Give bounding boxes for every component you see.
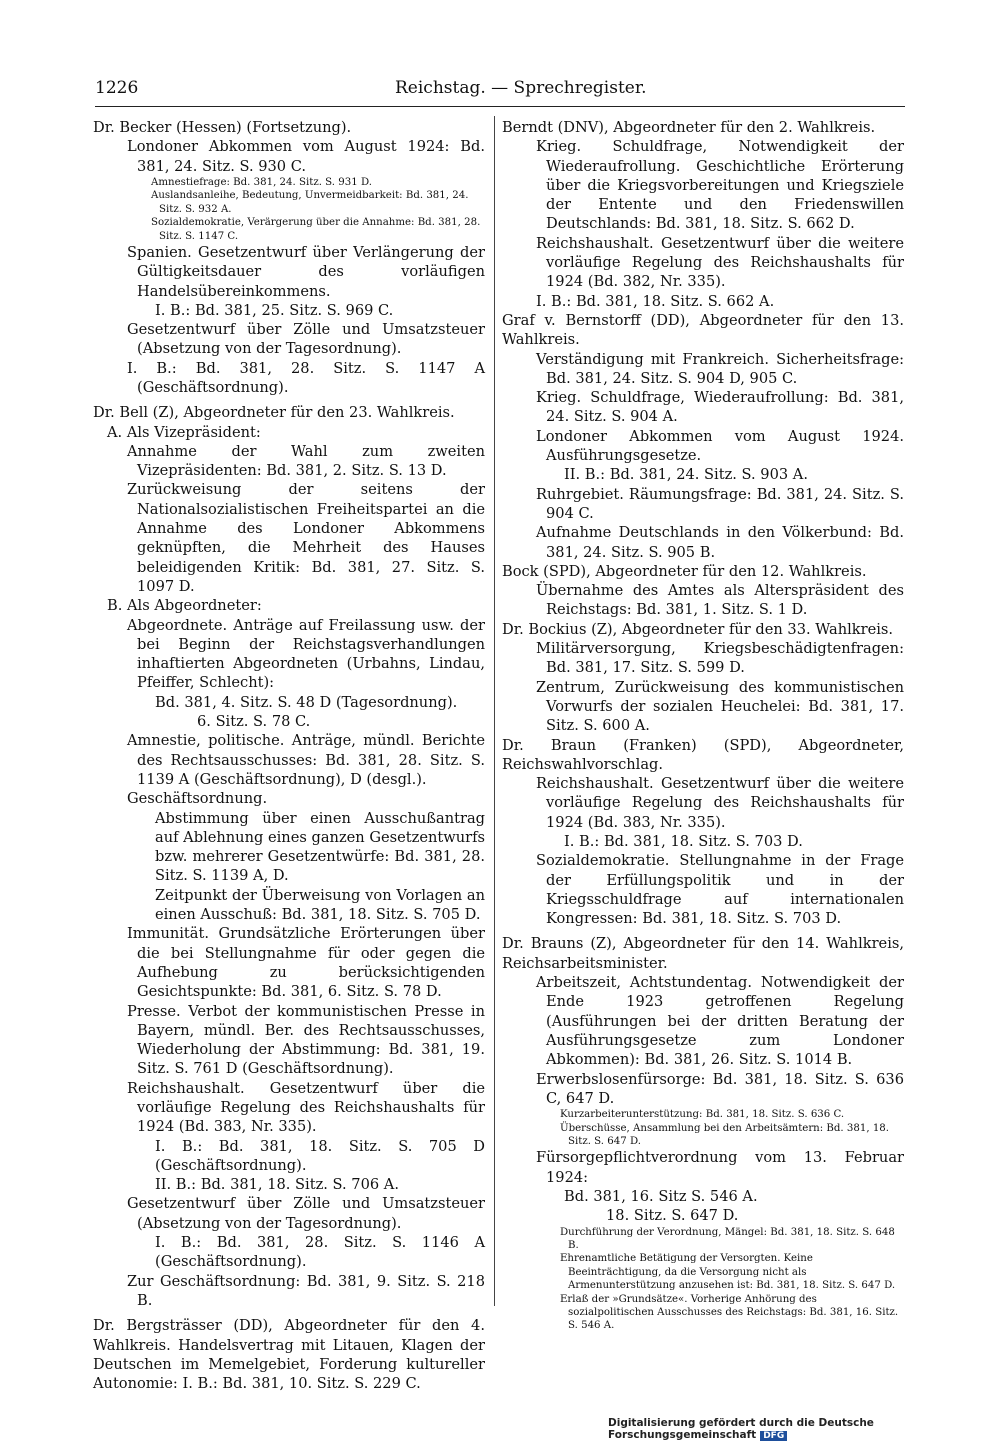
index-entry: Erwerbslosenfürsorge: Bd. 381, 18. Sitz. S. 636 C, 647 D.: [536, 1070, 904, 1107]
index-entry: Bock (SPD), Abgeordneter für den 12. Wahlkreis.: [502, 562, 867, 580]
index-entry: Zur Geschäftsordnung: Bd. 381, 9. Sitz. S. 218 B.: [127, 1272, 485, 1309]
index-entry: Amnestiefrage: Bd. 381, 24. Sitz. S. 931 D.: [151, 176, 372, 188]
index-entry: Arbeitszeit, Achtstundentag. Notwendigkeit der Ende 1923 getroffenen Regelung (Ausführungen bei der dritten Beratung der Ausführungsgesetze zum Londoner Abkommen): Bd. 381, 26. Sitz. S. 1014 B.: [536, 974, 904, 1069]
index-entry: Reichshaushalt. Gesetzentwurf über die weitere vorläufige Regelung des Reichshaushalts für 1924 (Bd. 382, Nr. 335).: [536, 234, 904, 291]
index-entry: Spanien. Gesetzentwurf über Verlängerung der Gültigkeitsdauer des vorläufigen Handelsübereinkommens.: [127, 243, 485, 300]
index-entry: Gesetzentwurf über Zölle und Umsatzsteuer (Absetzung von der Tagesordnung).: [127, 1195, 485, 1232]
index-entry: II. B.: Bd. 381, 24. Sitz. S. 903 A.: [564, 466, 808, 484]
index-entry: Dr. Brauns (Z), Abgeordneter für den 14. Wahlkreis, Reichsarbeitsminister.: [502, 935, 904, 972]
index-entry: Erlaß der »Grundsätze«. Vorherige Anhörung des sozialpolitischen Ausschusses des Reichstags: Bd. 381, 16. Sitz. S. 546 A.: [560, 1293, 899, 1332]
index-entry: Immunität. Grundsätzliche Erörterungen über die bei Stellungnahme für oder gegen die Aufhebung zu berücksichtigenden Gesichtspunkte: Bd. 381, 6. Sitz. S. 78 D.: [127, 925, 485, 1001]
right-column: [502, 118, 904, 1333]
dfg-logo: DFG: [760, 1431, 787, 1441]
running-title: Reichstag. — Sprechregister.: [395, 78, 647, 98]
footer-credit: [608, 1417, 1000, 1441]
index-entry: Überschüsse, Ansammlung bei den Arbeitsämtern: Bd. 381, 18. Sitz. S. 647 D.: [560, 1122, 890, 1147]
index-entry: Kurzarbeiterunterstützung: Bd. 381, 18. Sitz. S. 636 C.: [560, 1109, 845, 1121]
index-entry: Dr. Bergsträsser (DD), Abgeordneter für den 4. Wahlkreis. Handelsvertrag mit Litauen, Klagen der Deutschen im Memelgebiet, Forderung kultureller Autonomie: I. B.: Bd. 381, 10. Sitz. S. 229 C.: [93, 1317, 485, 1393]
index-entry: Zeitpunkt der Überweisung von Vorlagen an einen Ausschuß: Bd. 381, 18. Sitz. S. 705 D.: [155, 886, 485, 924]
index-entry: I. B.: Bd. 381, 18. Sitz. S. 703 D.: [564, 832, 803, 850]
index-entry: II. B.: Bd. 381, 18. Sitz. S. 706 A.: [155, 1176, 399, 1194]
index-entry: Durchführung der Verordnung, Mängel: Bd. 381, 18. Sitz. S. 648 B.: [560, 1226, 895, 1251]
index-entry: Fürsorgepflichtverordnung vom 13. Februar 1924:: [536, 1149, 904, 1186]
index-entry: Sozialdemokratie, Verärgerung über die Annahme: Bd. 381, 28. Sitz. S. 1147 C.: [151, 217, 481, 242]
index-entry: Gesetzentwurf über Zölle und Umsatzsteuer (Absetzung von der Tagesordnung).: [127, 321, 485, 358]
index-entry: Krieg. Schuldfrage, Notwendigkeit der Wiederaufrollung. Geschichtliche Erörterung über die Kriegsvorbereitungen und Kriegsziele der Entente und den Friedenswillen Deutschlands: Bd. 381, 18. Sitz. S. 662 D.: [536, 138, 904, 233]
index-entry: A. Als Vizepräsident:: [107, 423, 261, 441]
index-entry: Abstimmung über einen Ausschußantrag auf Ablehnung eines ganzen Gesetzentwurfs bzw. mehrerer Gesetzentwürfe: Bd. 381, 28. Sitz. S. 1139 A, D.: [155, 809, 485, 885]
index-entry: Dr. Bockius (Z), Abgeordneter für den 33. Wahlkreis.: [502, 620, 894, 638]
index-entry: Londoner Abkommen vom August 1924: Bd. 381, 24. Sitz. S. 930 C.: [127, 138, 485, 175]
index-entry: 6. Sitz. S. 78 C.: [197, 713, 311, 731]
index-entry: Zentrum, Zurückweisung des kommunistischen Vorwurfs der sozialen Heuchelei: Bd. 381, 17. Sitz. S. 600 A.: [536, 678, 904, 735]
footer-credit-text: Digitalisierung gefördert durch die Deutsche Forschungsgemeinschaft: [608, 1417, 874, 1441]
index-entry: Ehrenamtliche Betätigung der Versorgten. Keine Beeinträchtigung, da die Versorgung nicht als Armenunterstützung anzusehen ist: Bd. 381, 18. Sitz. S. 647 D.: [560, 1253, 896, 1292]
index-entry: Dr. Braun (Franken) (SPD), Abgeordneter, Reichswahlvorschlag.: [502, 736, 904, 773]
index-entry: B. Als Abgeordneter:: [107, 597, 262, 615]
index-entry: Verständigung mit Frankreich. Sicherheitsfrage: Bd. 381, 24. Sitz. S. 904 D, 905 C.: [536, 350, 904, 387]
page-header: [95, 78, 905, 102]
index-entry: I. B.: Bd. 381, 25. Sitz. S. 969 C.: [155, 301, 394, 319]
index-entry: Graf v. Bernstorff (DD), Abgeordneter für den 13. Wahlkreis.: [502, 311, 904, 349]
index-entry: Presse. Verbot der kommunistischen Presse in Bayern, mündl. Ber. des Rechtsausschusses, Wiederholung der Abstimmung: Bd. 381, 19. Sitz. S. 761 D (Geschäftsordnung).: [127, 1002, 485, 1078]
index-entry: Geschäftsordnung.: [127, 790, 268, 808]
index-entry: Aufnahme Deutschlands in den Völkerbund: Bd. 381, 24. Sitz. S. 905 B.: [536, 524, 904, 561]
index-entry: Übernahme des Amtes als Alterspräsident des Reichstags: Bd. 381, 1. Sitz. S. 1 D.: [536, 582, 904, 619]
index-entry: Bd. 381, 4. Sitz. S. 48 D (Tagesordnung).: [155, 693, 458, 711]
index-entry: Sozialdemokratie. Stellungnahme in der Frage der Erfüllungspolitik und in der Kriegsschuldfrage auf internationalen Kongressen: Bd. 381, 18. Sitz. S. 703 D.: [536, 852, 904, 928]
index-entry: Militärversorgung, Kriegsbeschädigtenfragen: Bd. 381, 17. Sitz. S. 599 D.: [536, 640, 904, 677]
index-entry: Dr. Becker (Hessen) (Fortsetzung).: [93, 119, 352, 136]
index-entry: I. B.: Bd. 381, 28. Sitz. S. 1147 A (Geschäftsordnung).: [127, 359, 485, 396]
left-column: [93, 118, 485, 1393]
index-entry: Krieg. Schuldfrage, Wiederaufrollung: Bd. 381, 24. Sitz. S. 904 A.: [536, 389, 904, 426]
index-entry: Zurückweisung der seitens der Nationalsozialistischen Freiheitspartei an die Annahme des Londoner Abkommens geknüpften, die Mehrheit des Hauses beleidigenden Kritik: Bd. 381, 27. Sitz. S. 1097 D.: [127, 481, 485, 595]
page-number: 1226: [95, 78, 139, 98]
index-entry: Dr. Bell (Z), Abgeordneter für den 23. Wahlkreis.: [93, 404, 455, 422]
header-rule: [95, 106, 905, 107]
index-entry: Abgeordnete. Anträge auf Freilassung usw. der bei Beginn der Reichstagsverhandlungen inhaftierten Abgeordneten (Urbahns, Lindau, Pfeiffer, Schlecht):: [127, 616, 485, 692]
index-entry: Amnestie, politische. Anträge, mündl. Berichte des Rechtsausschusses: Bd. 381, 28. Sitz. S. 1139 A (Geschäftsordnung), D (desgl.).: [127, 732, 485, 788]
index-entry: Auslandsanleihe, Bedeutung, Unvermeidbarkeit: Bd. 381, 24. Sitz. S. 932 A.: [151, 190, 469, 215]
index-entry: Ruhrgebiet. Räumungsfrage: Bd. 381, 24. Sitz. S. 904 C.: [536, 485, 904, 522]
index-entry: Annahme der Wahl zum zweiten Vizepräsidenten: Bd. 381, 2. Sitz. S. 13 D.: [127, 442, 485, 480]
index-entry: Berndt (DNV), Abgeordneter für den 2. Wahlkreis.: [502, 119, 876, 136]
index-entry: Bd. 381, 16. Sitz S. 546 A.: [564, 1187, 758, 1205]
index-entry: Reichshaushalt. Gesetzentwurf über die weitere vorläufige Regelung des Reichshaushalts für 1924 (Bd. 383, Nr. 335).: [536, 775, 904, 831]
index-entry: Londoner Abkommen vom August 1924. Ausführungsgesetze.: [536, 427, 904, 465]
index-entry: I. B.: Bd. 381, 18. Sitz. S. 662 A.: [536, 292, 775, 310]
index-entry: Reichshaushalt. Gesetzentwurf über die vorläufige Regelung des Reichshaushalts für 1924 (Bd. 383, Nr. 335).: [127, 1079, 485, 1136]
index-entry: I. B.: Bd. 381, 28. Sitz. S. 1146 A (Geschäftsordnung).: [155, 1234, 485, 1271]
index-entry: 18. Sitz. S. 647 D.: [606, 1207, 739, 1225]
index-entry: I. B.: Bd. 381, 18. Sitz. S. 705 D (Geschäftsordnung).: [155, 1137, 485, 1174]
column-divider: [494, 116, 495, 1306]
